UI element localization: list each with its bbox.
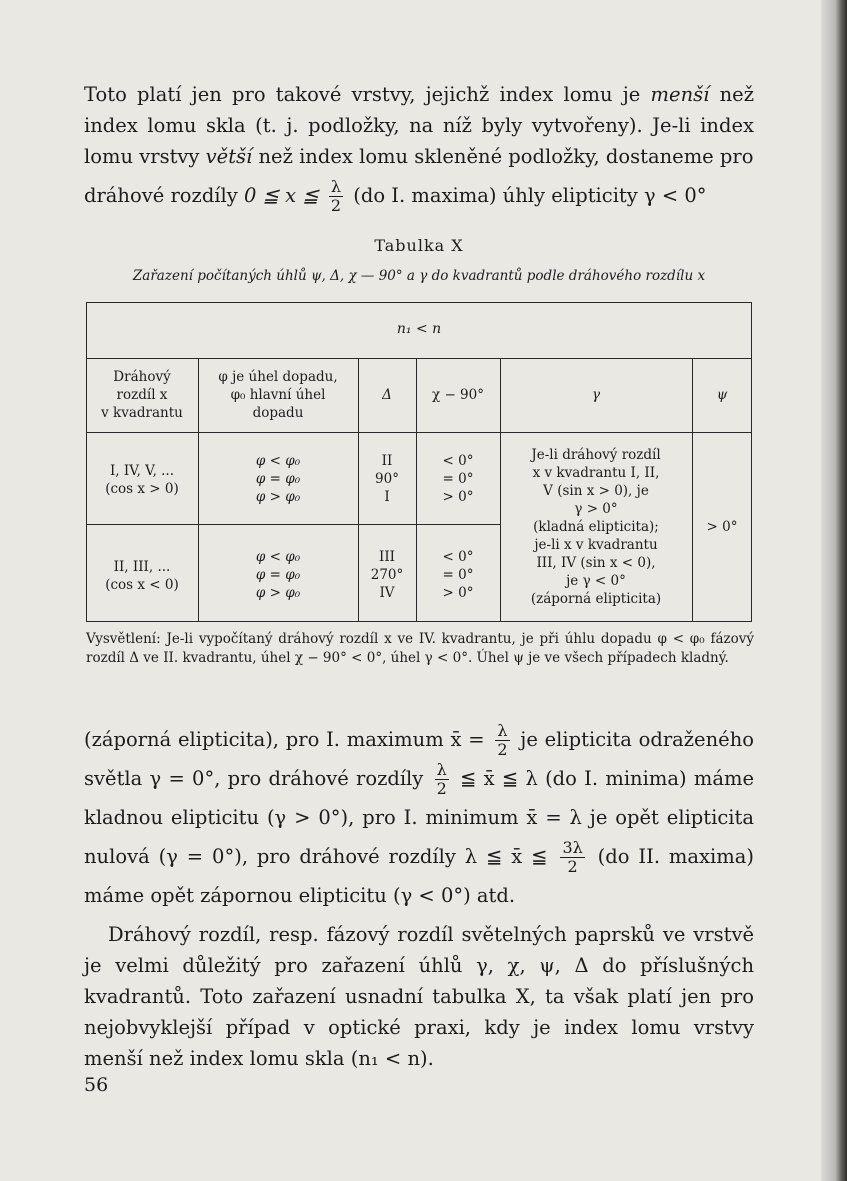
page-number: 56 bbox=[84, 1074, 109, 1096]
table-caption: Tabulka X bbox=[374, 236, 464, 255]
psi-value: > 0° bbox=[706, 519, 738, 535]
table-condition: n₁ < n bbox=[396, 321, 442, 337]
table-rule-header-bottom bbox=[86, 432, 752, 433]
gamma-explanation: Je-li dráhový rozdíl x v kvadrantu I, II, V (sin x > 0), je γ > 0° (kladná elipticita); je-li x v kvadrantu III, IV (sin x < 0), je γ < 0° (záporná elipticita) bbox=[530, 447, 662, 607]
header-chi: χ − 90° bbox=[431, 387, 484, 403]
top-paragraph bbox=[84, 79, 754, 215]
row-quadrants: II, III, ... (cos x < 0) bbox=[105, 559, 179, 593]
text-line: světla γ = 0°, pro dráhové rozdíly bbox=[84, 767, 424, 790]
row-chi: < 0° = 0° > 0° bbox=[442, 549, 474, 601]
page-edge-shadow bbox=[821, 0, 847, 1181]
row-phi: φ < φ₀ φ = φ₀ φ > φ₀ bbox=[255, 549, 301, 601]
header-delta: Δ bbox=[382, 387, 392, 403]
text-line: nulová (γ = 0°), pro dráhové rozdíly λ ≦ x̄ ≦ bbox=[84, 845, 548, 868]
fraction: $\frac{3\lambda}{2}$ bbox=[562, 838, 583, 876]
table-rule-right bbox=[751, 302, 752, 622]
table-rule-row-divider bbox=[86, 524, 500, 525]
header-path-difference: Dráhový rozdíl x v kvadrantu bbox=[101, 369, 183, 421]
row-delta: II 90° I bbox=[375, 453, 399, 505]
emphasis: větší bbox=[205, 145, 253, 168]
text-line: ≦ x̄ ≦ λ (do I. minima) máme bbox=[460, 767, 754, 790]
table-rule-header-top bbox=[86, 358, 752, 359]
text-line: máme opět zápornou elipticitu (γ < 0°) atd. bbox=[84, 884, 516, 907]
table-note: Vysvětlení: Je-li vypočítaný dráhový rozdíl x ve IV. kvadrantu, je při úhlu dopadu φ < φ₀ fázový rozdíl Δ ve II. kvadrantu, úhel χ − 90° < 0°, úhel γ < 0°. Úhel ψ je ve všech případech kladný. bbox=[86, 631, 754, 666]
emphasis: menší bbox=[650, 83, 710, 106]
text-line: než bbox=[719, 83, 754, 106]
fraction: $\frac{\lambda}{2}$ bbox=[330, 177, 342, 215]
text-line: je elipticita odraženého bbox=[520, 728, 754, 751]
text-line: Toto platí jen pro takové vrstvy, jejichž index lomu je bbox=[84, 83, 641, 106]
text-line: (do II. maxima) bbox=[597, 845, 754, 868]
text-line: index lomu skla (t. j. podložky, na níž byly vytvořeny). Je-li index bbox=[84, 114, 754, 137]
row-phi: φ < φ₀ φ = φ₀ φ > φ₀ bbox=[255, 453, 301, 505]
quadrant-table bbox=[86, 302, 752, 622]
text-line: (záporná elipticita), pro I. maximum x̄ = bbox=[84, 728, 485, 751]
table-rule-bottom bbox=[86, 621, 752, 622]
bottom-paragraph bbox=[84, 720, 754, 1074]
header-incidence-angle: φ je úhel dopadu, φ₀ hlavní úhel dopadu bbox=[218, 369, 338, 421]
table-rule-top bbox=[86, 302, 752, 303]
fraction: $\frac{\lambda}{2}$ bbox=[436, 760, 447, 798]
row-quadrants: I, IV, V, ... (cos x > 0) bbox=[105, 463, 179, 497]
text-line: lomu vrstvy bbox=[84, 145, 200, 168]
row-chi: < 0° = 0° > 0° bbox=[442, 453, 474, 505]
paragraph: Dráhový rozdíl, resp. fázový rozdíl světelných paprsků ve vrstvě je velmi důležitý pro zařazení úhlů γ, χ, ψ, Δ do příslušných kvadrantů. Toto zařazení usnadní tabulka X, ta však platí jen pro nejobvyklejší případ v optické praxi, kdy je index lomu vrstvy menší než index lomu skla (n₁ < n). bbox=[84, 923, 754, 1070]
text-line: než index lomu skleněné podložky, dostaneme pro bbox=[258, 145, 754, 168]
header-psi: ψ bbox=[716, 387, 728, 403]
table-subcaption: Zařazení počítaných úhlů ψ, Δ, χ — 90° a γ do kvadrantů podle dráhového rozdílu x bbox=[132, 268, 706, 284]
text-line: (do I. maxima) úhly elipticity γ < 0° bbox=[353, 184, 707, 207]
math-expression: 0 ≦ x ≦ bbox=[244, 184, 319, 207]
text-line: kladnou elipticitu (γ > 0°), pro I. minimum x̄ = λ je opět elipticita bbox=[84, 806, 754, 829]
fraction: $\frac{\lambda}{2}$ bbox=[497, 721, 508, 759]
text-line: dráhové rozdíly bbox=[84, 184, 238, 207]
row-delta: III 270° IV bbox=[370, 549, 404, 601]
header-gamma: γ bbox=[591, 387, 601, 403]
